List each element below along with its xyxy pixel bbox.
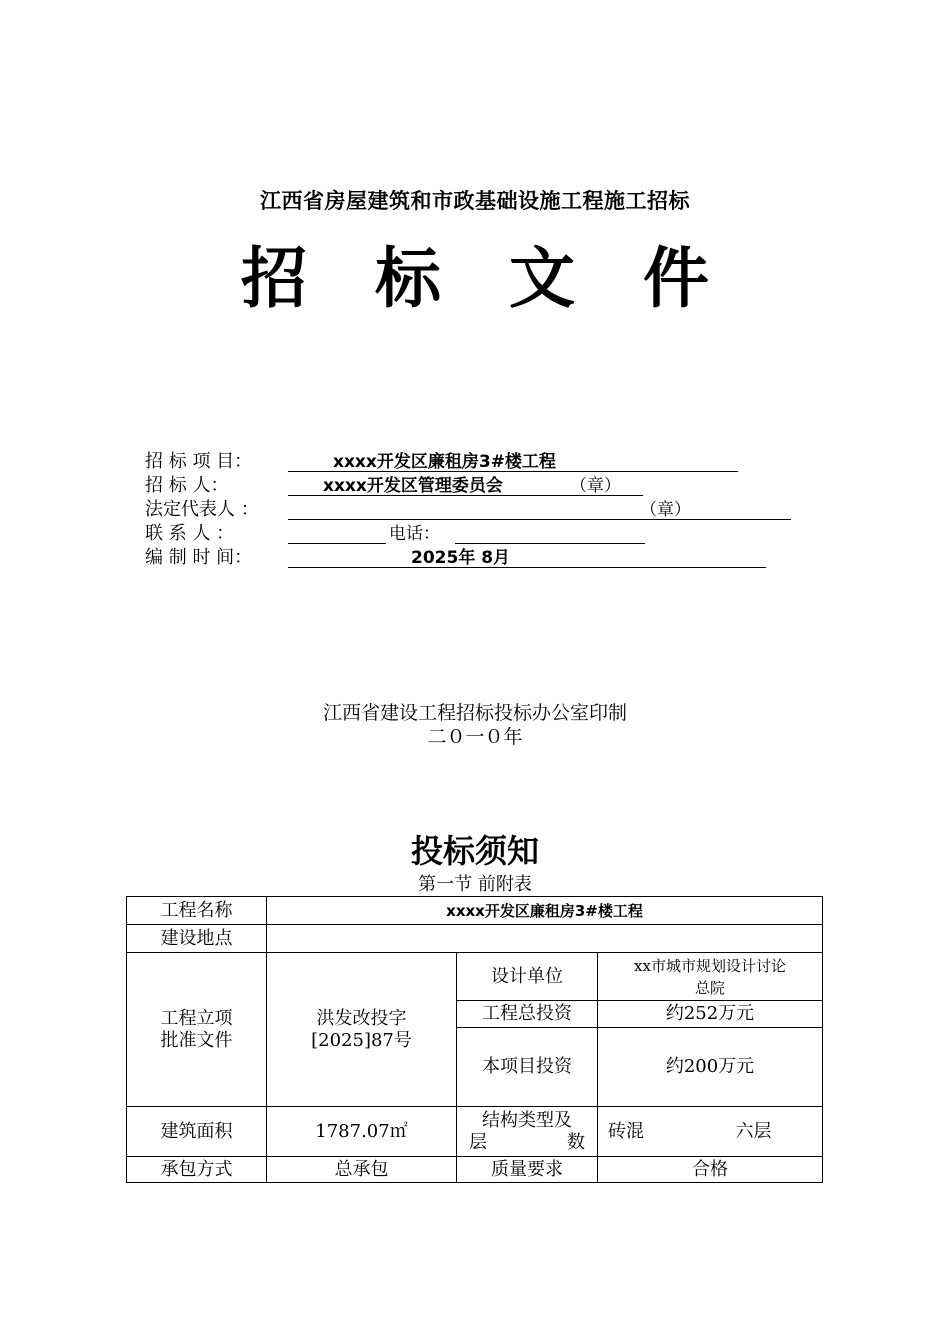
title-char: 件 — [643, 240, 709, 317]
date-underline — [288, 567, 766, 568]
appendix-table — [126, 896, 823, 1183]
tenderer-value: xxxx开发区管理委员会 — [323, 476, 503, 496]
structure-floors: 六层 — [735, 1120, 772, 1142]
project-label: 招 标 项 目： — [145, 451, 253, 472]
area-value: 1787.07㎡ — [267, 1107, 457, 1157]
approval-label-line: 批准文件 — [160, 1029, 233, 1051]
approval-value-cell — [267, 953, 457, 1107]
printing-year: 二０一０年 — [427, 726, 523, 748]
design-unit-line: xx市城市规划设计讨论 — [634, 956, 786, 975]
section-title: 第一节 前附表 — [418, 874, 532, 895]
phone-underline — [455, 543, 645, 544]
printing-office: 江西省建设工程招标投标办公室印制 — [322, 702, 627, 724]
site-value — [267, 925, 823, 953]
structure-label-line — [469, 1132, 585, 1154]
name-label: 工程名称 — [127, 897, 267, 925]
contract-value: 总承包 — [267, 1157, 457, 1183]
quality-value: 合格 — [598, 1157, 823, 1183]
total-invest-label: 工程总投资 — [457, 1001, 598, 1028]
phone-label: 电话： — [389, 524, 440, 544]
cover-title — [0, 225, 950, 320]
title-char: 招 — [241, 240, 307, 317]
approval-value-line: [2025]87号 — [311, 1029, 412, 1051]
name-value: xxxx开发区廉租房3#楼工程 — [267, 897, 823, 925]
structure-value-cell — [598, 1107, 823, 1157]
approval-label-cell — [127, 953, 267, 1107]
project-invest-value: 约200万元 — [598, 1028, 823, 1107]
date-value: 2025年 8月 — [411, 548, 511, 568]
structure-label-part: 层 — [469, 1131, 487, 1153]
contact-label: 联 系 人 ： — [145, 523, 235, 544]
cover-subtitle: 江西省房屋建筑和市政基础设施工程施工招标 — [260, 189, 690, 213]
title-char: 标 — [375, 240, 441, 317]
project-value: xxxx开发区廉租房3#楼工程 — [333, 452, 556, 472]
structure-label-cell — [457, 1107, 598, 1157]
contact-underline — [288, 543, 386, 544]
title-char: 文 — [509, 240, 575, 317]
table-row — [127, 925, 823, 953]
project-invest-label: 本项目投资 — [457, 1028, 598, 1107]
quality-label: 质量要求 — [457, 1157, 598, 1183]
table-row — [127, 1157, 823, 1183]
approval-value-line: 洪发改投字 — [316, 1007, 407, 1029]
tenderer-seal: （章） — [570, 476, 621, 496]
date-label: 编 制 时 间： — [145, 547, 253, 568]
structure-material: 砖混 — [608, 1120, 644, 1142]
table-row — [127, 897, 823, 925]
site-label: 建设地点 — [127, 925, 267, 953]
structure-label-part: 数 — [567, 1131, 585, 1153]
legal-rep-label: 法定代表人 ： — [145, 499, 259, 520]
legal-rep-seal: （章） — [640, 500, 691, 520]
table-row — [127, 953, 823, 1001]
contract-label: 承包方式 — [127, 1157, 267, 1183]
legal-rep-underline — [288, 519, 791, 520]
table-row — [127, 1107, 823, 1157]
notice-title: 投标须知 — [410, 832, 539, 870]
total-invest-value: 约252万元 — [598, 1001, 823, 1028]
design-unit-label: 设计单位 — [457, 953, 598, 1001]
approval-label-line: 工程立项 — [160, 1007, 233, 1029]
structure-label-line: 结构类型及 — [482, 1109, 572, 1131]
design-unit-value-cell — [598, 953, 823, 1001]
area-label: 建筑面积 — [127, 1107, 267, 1157]
tenderer-label: 招 标 人： — [145, 475, 229, 496]
design-unit-line: 总院 — [695, 978, 726, 997]
